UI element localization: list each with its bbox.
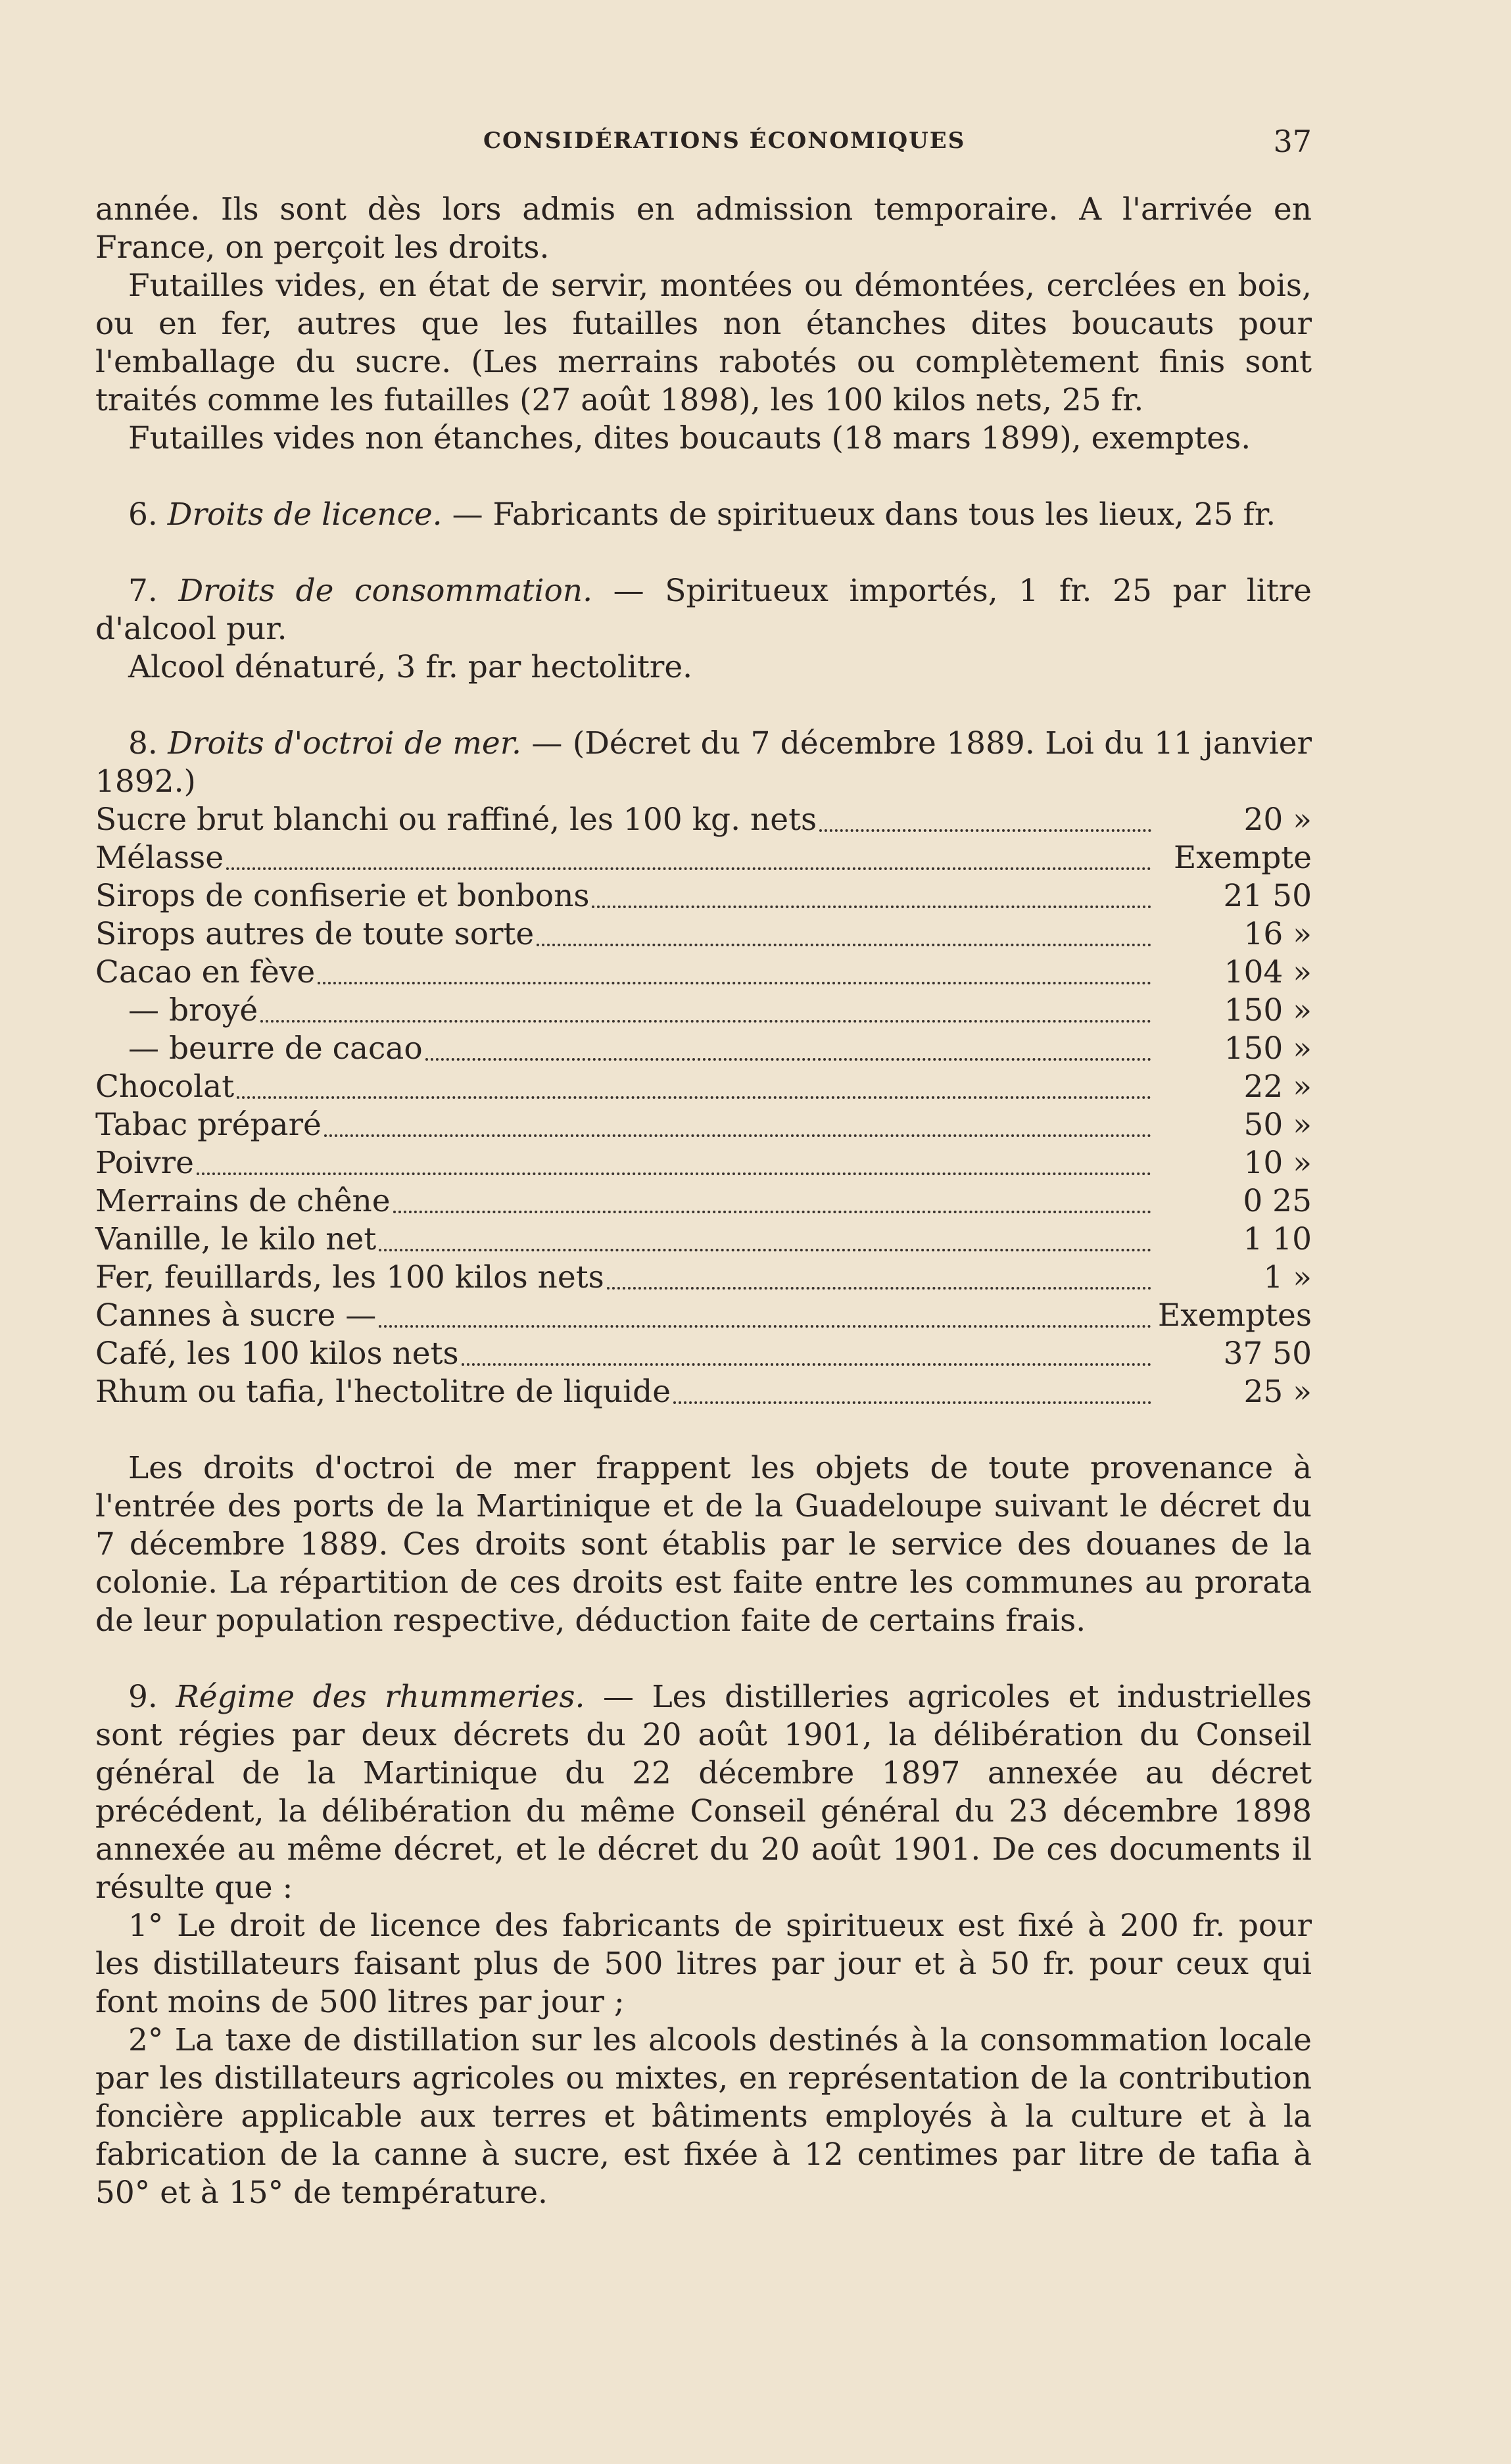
dot-leader <box>393 1211 1151 1213</box>
dot-leader <box>318 982 1151 984</box>
tariff-row <box>95 954 1312 992</box>
dot-leader <box>462 1363 1151 1366</box>
tariff-label: Cannes à sucre — <box>95 1297 377 1334</box>
section-number: 7. <box>128 573 158 609</box>
dot-leader <box>379 1249 1151 1251</box>
tariff-value: 20 » <box>1243 802 1312 838</box>
paragraph: Alcool dénaturé, 3 fr. par hectolitre. <box>128 649 693 685</box>
tariff-value: 21 50 <box>1223 878 1312 914</box>
section-title: Droits de consommation. <box>178 573 593 609</box>
tariff-label: Mélasse <box>95 840 224 876</box>
section-text: — Spiritueux importés, 1 fr. 25 par litre d'alcool pur. <box>95 573 1312 647</box>
section-title: Régime des rhummeries. <box>176 1679 585 1715</box>
dot-leader <box>197 1172 1151 1175</box>
dot-leader <box>607 1287 1151 1290</box>
page-number: 37 <box>1273 124 1312 159</box>
tariff-value: 10 » <box>1243 1145 1312 1181</box>
section-number: 9. <box>128 1679 158 1715</box>
section-title: Droits d'octroi de mer. <box>168 725 521 761</box>
tariff-row <box>95 1144 1312 1182</box>
dot-leader <box>592 906 1151 908</box>
tariff-row <box>95 1373 1312 1411</box>
running-header <box>95 120 1312 159</box>
tariff-row <box>95 1297 1312 1335</box>
dot-leader <box>226 867 1151 870</box>
tariff-label: Chocolat <box>95 1069 235 1105</box>
tariff-row <box>95 915 1312 954</box>
section-number: 8. <box>128 725 158 761</box>
tariff-row <box>95 839 1312 877</box>
tariff-value: Exemptes <box>1157 1297 1312 1334</box>
dot-leader <box>324 1134 1151 1137</box>
tariff-row <box>95 992 1312 1030</box>
tariff-label: Café, les 100 kilos nets <box>95 1336 459 1372</box>
section-text: — (Décret du 7 décembre 1889. Loi du 11 janvier 1892.) <box>95 725 1312 800</box>
running-title: CONSIDÉRATIONS ÉCONOMIQUES <box>483 128 966 154</box>
tariff-value: 50 » <box>1243 1107 1312 1143</box>
section-number: 6. <box>128 496 158 533</box>
paragraph: année. Ils sont dès lors admis en admission temporaire. A l'arrivée en France, on perçoit les droits. <box>95 191 1312 266</box>
section-6 <box>95 496 1312 534</box>
book-page <box>95 0 1312 2464</box>
paragraph: Futailles vides, en état de servir, montées ou démontées, cerclées en bois, ou en fer, autres que les futailles non étanches dites boucauts pour l'emballage du sucre. (Les merrains rabotés ou complètement finis sont traités comme les futailles (27 août 1898), les 100 kilos nets, 25 fr. <box>95 268 1312 418</box>
tariff-label: Fer, feuillards, les 100 kilos nets <box>95 1259 604 1295</box>
paragraph: 2° La taxe de distillation sur les alcools destinés à la consommation locale par les distillateurs agricoles ou mixtes, en représentation de la contribution foncière applicable aux terres et bâtiments employés à la culture et à la fabrication de la canne à sucre, est fixée à 12 centimes par litre de tafia à 50° et à 15° de température. <box>95 2022 1312 2211</box>
tariff-label: — beurre de cacao <box>128 1030 423 1067</box>
tariff-row <box>95 1182 1312 1220</box>
tariff-value: 0 25 <box>1243 1183 1312 1219</box>
tariff-value: 16 » <box>1243 916 1312 952</box>
section-text: — Fabricants de spiritueux dans tous les lieux, 25 fr. <box>452 496 1276 533</box>
dot-leader <box>379 1325 1151 1328</box>
section-title: Droits de licence. <box>167 496 443 533</box>
body-text <box>95 191 1312 2212</box>
section-8 <box>95 725 1312 801</box>
tariff-label: Sirops autres de toute sorte <box>95 916 535 952</box>
dot-leader <box>673 1401 1151 1404</box>
tariff-value: 37 50 <box>1223 1336 1312 1372</box>
dot-leader <box>260 1020 1151 1023</box>
tariff-value: 104 » <box>1224 954 1312 990</box>
tariff-row <box>95 1106 1312 1144</box>
tariff-label: Vanille, le kilo net <box>95 1221 377 1257</box>
dot-leader <box>819 829 1151 832</box>
octroi-note: Les droits d'octroi de mer frappent les objets de toute provenance à l'entrée des ports de la Martinique et de la Guadeloupe suivant le décret du 7 décembre 1889. Ces droits sont établis par le service des douanes de la colonie. La répartition de ces droits est faite entre les communes au prorata de leur population respective, déduction faite de certains frais. <box>95 1450 1312 1639</box>
tariff-label: Tabac préparé <box>95 1107 322 1143</box>
tariff-value: 1 10 <box>1243 1221 1312 1257</box>
tariff-label: — broyé <box>128 992 258 1028</box>
tariff-label: Merrains de chêne <box>95 1183 391 1219</box>
tariff-value: 1 » <box>1263 1259 1312 1295</box>
tariff-row <box>95 1220 1312 1259</box>
dot-leader <box>425 1058 1151 1061</box>
dot-leader <box>237 1096 1151 1099</box>
tariff-row <box>95 877 1312 915</box>
dot-leader <box>537 944 1151 946</box>
tariff-row <box>95 1259 1312 1297</box>
tariff-value: 22 » <box>1243 1069 1312 1105</box>
tariff-row <box>95 1335 1312 1373</box>
tariff-value: 150 » <box>1224 1030 1312 1067</box>
tariff-row <box>95 1068 1312 1106</box>
tariff-row <box>95 1030 1312 1068</box>
tariff-label: Sucre brut blanchi ou raffiné, les 100 kg. nets <box>95 802 817 838</box>
paragraph: Futailles vides non étanches, dites boucauts (18 mars 1899), exemptes. <box>128 420 1251 456</box>
tariff-label: Rhum ou tafia, l'hectolitre de liquide <box>95 1374 671 1410</box>
tariff-label: Sirops de confiserie et bonbons <box>95 878 590 914</box>
tariff-value: 150 » <box>1224 992 1312 1028</box>
section-7 <box>95 572 1312 648</box>
tariff-label: Poivre <box>95 1145 194 1181</box>
tariff-label: Cacao en fève <box>95 954 316 990</box>
section-9 <box>95 1678 1312 1907</box>
section-text: — Les distilleries agricoles et industrielles sont régies par deux décrets du 20 août 1901, la délibération du Conseil général de la Martinique du 22 décembre 1897 annexée au décret précédent, la délibération du même Conseil général du 23 décembre 1898 annexée au même décret, et le décret du 20 août 1901. De ces documents il résulte que : <box>95 1679 1312 1906</box>
tariff-row <box>95 801 1312 839</box>
paragraph: 1° Le droit de licence des fabricants de spiritueux est fixé à 200 fr. pour les distillateurs faisant plus de 500 litres par jour et à 50 fr. pour ceux qui font moins de 500 litres par jour ; <box>95 1908 1312 2020</box>
tariff-table <box>95 801 1312 1411</box>
tariff-value: Exempte <box>1174 840 1312 876</box>
tariff-value: 25 » <box>1243 1374 1312 1410</box>
